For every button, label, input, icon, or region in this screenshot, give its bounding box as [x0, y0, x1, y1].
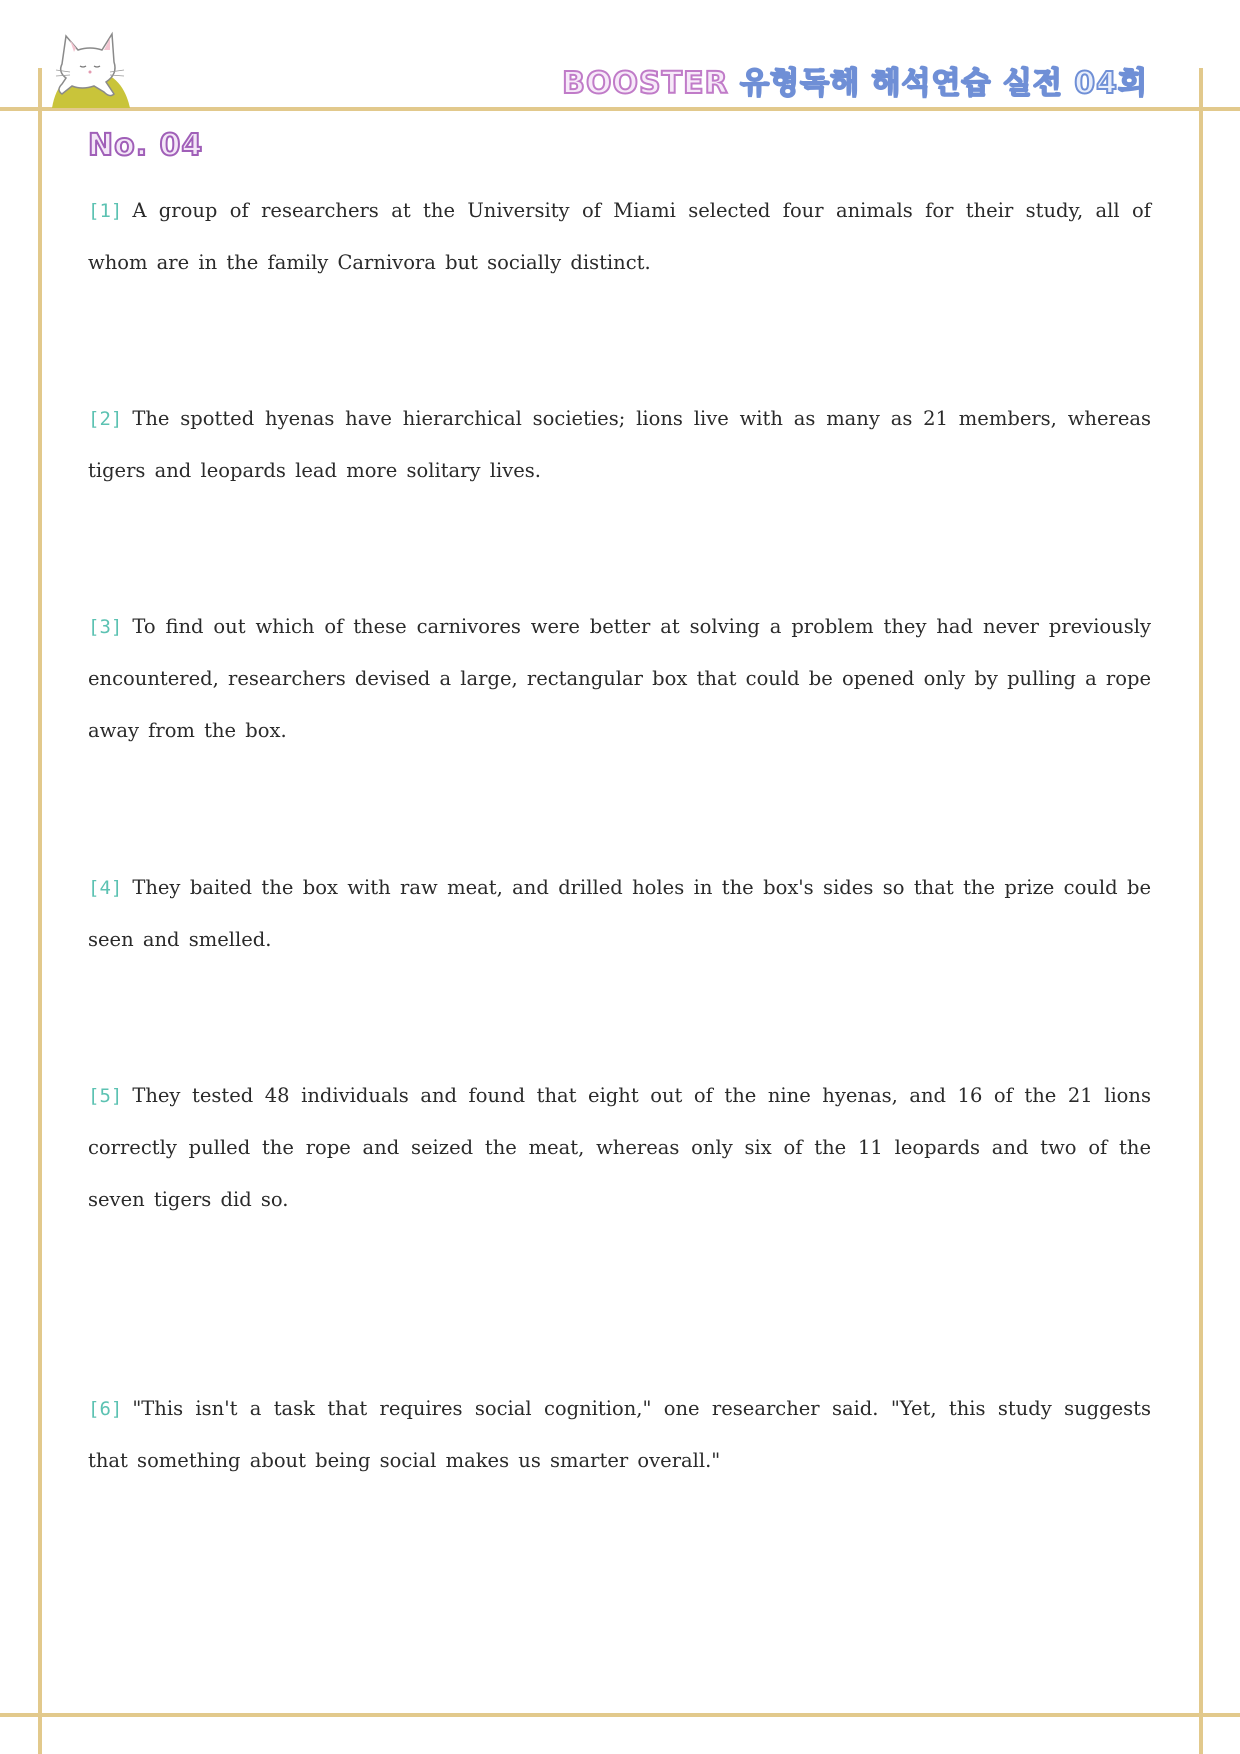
paragraph-number: [6] — [88, 1398, 123, 1420]
paragraph-text: They tested 48 individuals and found that eight out of the nine hyenas, and 16 of the 21 lions correctly pulled the rope and seized the meat, whereas only six of the 11 leopards and two of the seven tigers did so. — [88, 1084, 1151, 1211]
paragraph-2 — [88, 393, 1151, 497]
frame-bottom-line — [0, 1713, 1240, 1717]
page-number-heading: No. 04 — [88, 128, 204, 163]
header-title-rest: 유형독해 해석연습 실전 04회 — [740, 66, 1148, 101]
paragraph-1 — [88, 185, 1151, 289]
paragraph-text: A group of researchers at the University of Miami selected four animals for their study, all of whom are in the family Carnivora but socially distinct. — [88, 199, 1151, 274]
paragraph-6 — [88, 1383, 1151, 1487]
frame-top-line — [0, 107, 1240, 111]
header-title — [562, 58, 1148, 102]
paragraph-text: To find out which of these carnivores were better at solving a problem they had never previously encountered, researchers devised a large, rectangular box that could be opened only by pulling a rope away from the box. — [88, 615, 1151, 742]
paragraph-number: [3] — [88, 616, 123, 638]
cat-logo-icon — [44, 28, 136, 108]
paragraph-3 — [88, 601, 1151, 757]
paragraph-text: The spotted hyenas have hierarchical societies; lions live with as many as 21 members, whereas tigers and leopards lead more solitary lives. — [88, 407, 1151, 482]
paragraph-number: [5] — [88, 1085, 123, 1107]
paragraph-text: They baited the box with raw meat, and drilled holes in the box's sides so that the prize could be seen and smelled. — [88, 876, 1151, 951]
header-title-booster: BOOSTER — [562, 66, 729, 101]
paragraph-number: [2] — [88, 408, 123, 430]
frame-right-line — [1199, 68, 1203, 1754]
paragraph-number: [1] — [88, 200, 123, 222]
frame-left-line — [38, 68, 42, 1754]
paragraph-number: [4] — [88, 877, 123, 899]
paragraph-text: "This isn't a task that requires social cognition," one researcher said. "Yet, this study suggests that something about being social makes us smarter overall." — [88, 1397, 1151, 1472]
paragraph-5 — [88, 1070, 1151, 1226]
paragraph-4 — [88, 862, 1151, 966]
